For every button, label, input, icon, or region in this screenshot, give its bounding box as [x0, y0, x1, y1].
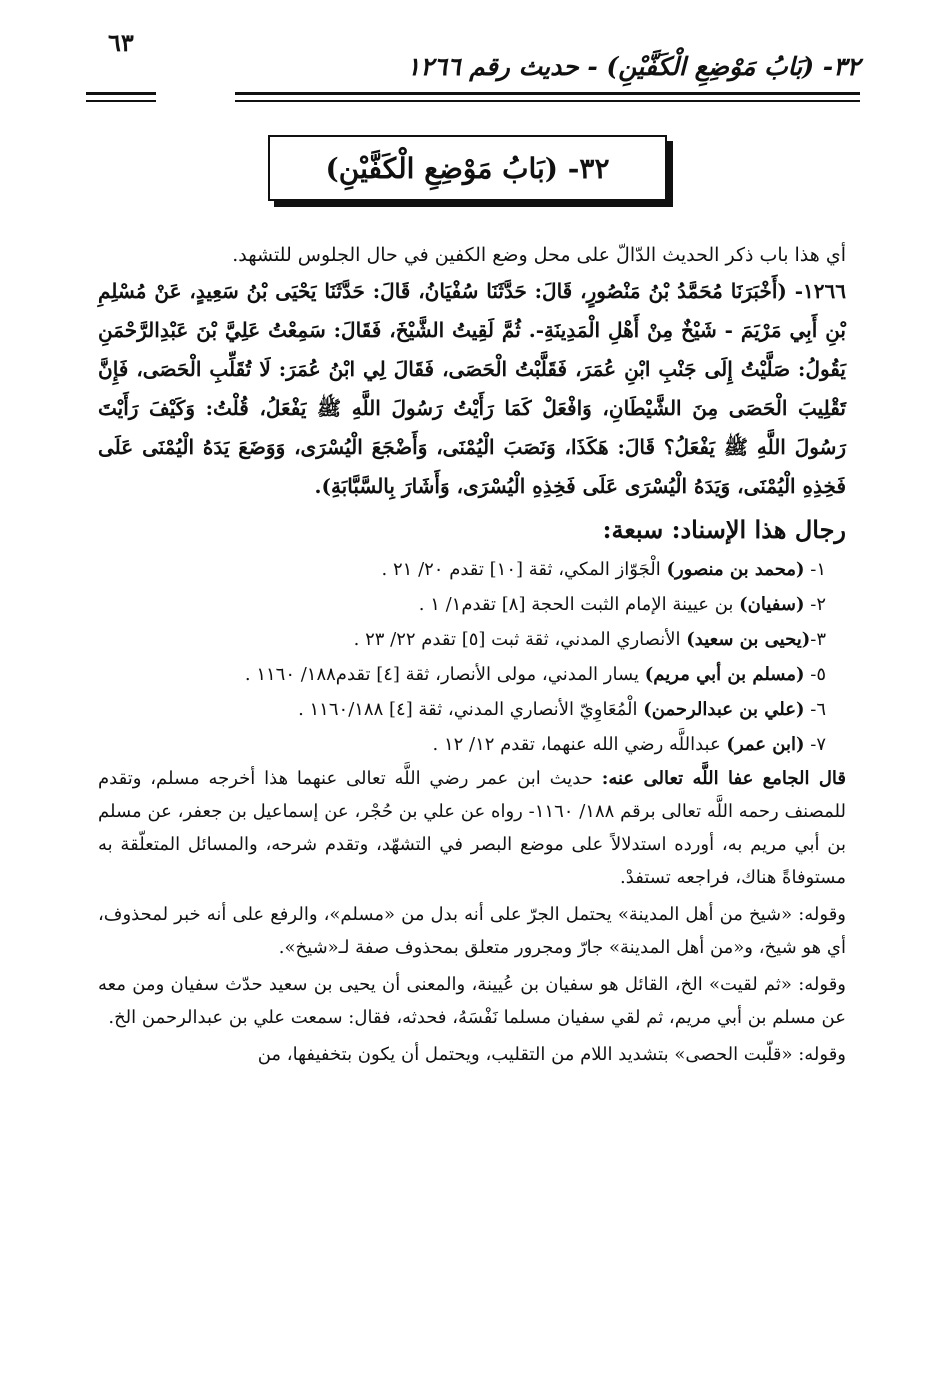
intro-paragraph: أي هذا باب ذكر الحديث الدّالّ على محل وضع الكفين في حال الجلوس للتشهد.	[232, 244, 846, 266]
narrator-name: (سفيان)	[739, 594, 805, 615]
narrators-list	[98, 552, 846, 762]
narrator-name: (علي بن عبدالرحمن)	[643, 699, 805, 720]
commentary-paragraph: قال الجامع عفا اللَّه تعالى عنه: حديث ابن عمر رضي اللَّه تعالى عنهما هذا أخرجه مسلم، وتقدم للمصنف رحمه اللَّه تعالى برقم ١٨٨/ ١١٦٠- رواه عن علي بن حُجْر، عن إسماعيل بن جعفر، عن مسلم بن أبي مريم به، أورده استدلالاً على موضع البصر في التشهّد، وتقدم شرحه، والمسائل المتعلّقة به مستوفاةً هناك، فراجعه تستفدْ.	[98, 768, 846, 888]
narrator-item: ٢- (سفيان) بن عيينة الإمام الثبت الحجة [٨] تقدم١/ ١ .	[418, 594, 826, 615]
narrator-name: (مسلم بن أبي مريم)	[644, 664, 805, 685]
hadith-text: ١٢٦٦- (أَخْبَرَنَا مُحَمَّدُ بْنُ مَنْصُورٍ، قَالَ: حَدَّثَنَا سُفْيَانُ، قَالَ: حَدَّثَنَا يَحْيَى بْنُ سَعِيدٍ، عَنْ مُسْلِمِ بْنِ أَبِي مَرْيَمَ - شَيْخٌ مِنْ أَهْلِ الْمَدِينَةِ-. ثُمَّ لَقِيتُ الشَّيْخَ، فَقَالَ: سَمِعْتُ عَلِيَّ بْنَ عَبْدِالرَّحْمَنِ يَقُولُ: صَلَّيْتُ إِلَى جَنْبِ ابْنِ عُمَرَ، فَقَلَّبْتُ الْحَصَى، فَقَالَ لِي ابْنُ عُمَرَ: لَا تُقَلِّبِ الْحَصَى، فَإِنَّ تَقْلِيبَ الْحَصَى مِنَ الشَّيْطَانِ، وَافْعَلْ كَمَا رَأَيْتُ رَسُولَ اللَّهِ ﷺ يَفْعَلُ، قُلْتُ: وَكَيْفَ رَأَيْتَ رَسُولَ اللَّهِ ﷺ يَفْعَلُ؟ قَالَ: هَكَذَا، وَنَصَبَ الْيُمْنَى، وَأَضْجَعَ الْيُسْرَى، وَوَضَعَ يَدَهُ الْيُمْنَى عَلَى فَخِذِهِ الْيُمْنَى، وَيَدَهُ الْيُسْرَى عَلَى فَخِذِهِ الْيُسْرَى، وَأَشَارَ بِالسَّبَّابَةِ).	[98, 279, 846, 498]
commentary-paragraph: وقوله: «شيخ من أهل المدينة» يحتمل الجرّ على أنه بدل من «مسلم»، والرفع على أنه خبر لمحذوف، أي هو شيخ، و«من أهل المدينة» جارّ ومجرور متعلق بمحذوف صفة لـ«شيخ».	[98, 904, 846, 958]
narrator-item: ٥- (مسلم بن أبي مريم) يسار المدني، مولى الأنصار، ثقة [٤] تقدم١٨٨/ ١١٦٠ .	[244, 664, 826, 685]
narrator-name: (ابن عمر)	[726, 734, 805, 755]
narrator-item: ٦- (علي بن عبدالرحمن) الْمُعَاوِيّ الأنصاري المدني، ثقة [٤] ١١٦٠/١٨٨ .	[298, 699, 826, 720]
narrator-item: ٣-(يحيى بن سعيد) الأنصاري المدني، ثقة ثبت [٥] تقدم ٢٢/ ٢٣ .	[353, 629, 826, 650]
commentary-paragraph: وقوله: «ثم لقيت» الخ، القائل هو سفيان بن عُيينة، والمعنى أن يحيى بن سعيد حدّث سفيان ومن معه عن مسلم بن أبي مريم، ثم لقي سفيان مسلما نَفْسَهُ، فحدثه، فقال: سمعت علي بن عبدالرحمن الخ.	[98, 974, 846, 1028]
narrator-name: (يحيى بن سعيد)	[686, 629, 811, 650]
narrator-name: (محمد بن منصور)	[666, 559, 805, 580]
page-number: ٦٣	[108, 28, 134, 57]
commentary-lead: قال الجامع عفا اللَّه تعالى عنه:	[601, 768, 846, 789]
narrators-heading: رجال هذا الإسناد: سبعة:	[602, 515, 846, 544]
header-rule-thin	[235, 100, 860, 102]
narrator-item: ٧- (ابن عمر) عبداللَّه رضي الله عنهما، تقدم ١٢/ ١٢ .	[432, 734, 826, 755]
running-header	[80, 52, 860, 92]
narrator-item: ١- (محمد بن منصور) الْجَوّاز المكي، ثقة [١٠] تقدم ٢٠/ ٢١ .	[381, 559, 826, 580]
page-body	[98, 240, 846, 1071]
running-title: ٣٢- (بَابُ مَوْضِعِ الْكَفَّيْنِ) - حديث رقم ١٢٦٦	[406, 52, 860, 81]
chapter-title-box	[268, 135, 667, 201]
chapter-title: ٣٢- (بَابُ مَوْضِعِ الْكَفَّيْنِ)	[325, 151, 610, 185]
header-rule-short-thin	[86, 100, 156, 102]
commentary-paragraph: وقوله: «قلّبت الحصى» بتشديد اللام من التقليب، ويحتمل أن يكون بتخفيفها، من	[257, 1044, 846, 1065]
header-rule	[235, 92, 860, 95]
header-rule-short	[86, 92, 156, 95]
